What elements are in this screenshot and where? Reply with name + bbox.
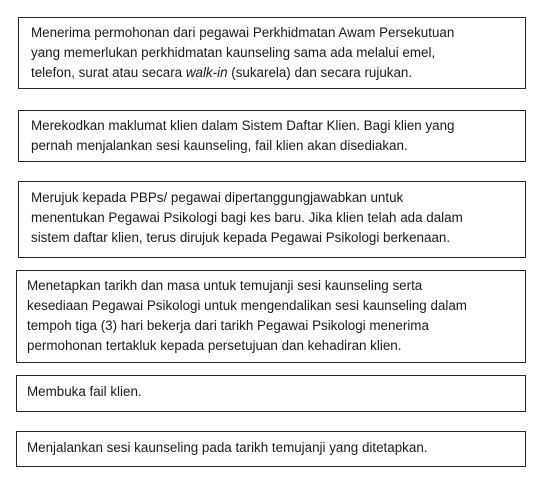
step-box-4 (16, 270, 526, 363)
step-box-5 (16, 375, 526, 412)
step-box-6 (16, 431, 526, 467)
step-box-1 (18, 17, 526, 89)
step-1-line-3 (31, 63, 525, 83)
step-6-line-1: Menjalankan sesi kaunseling pada tarikh temujanji yang ditetapkan. (27, 440, 428, 455)
step-4-line-1: Menetapkan tarikh dan masa untuk temujanji sesi kaunseling serta (27, 278, 423, 293)
step-1-line-2: yang memerlukan perkhidmatan kaunseling sama ada melalui emel, (31, 45, 436, 60)
step-1-italic-term: walk-in (185, 65, 228, 80)
step-3-line-3: sistem daftar klien, terus dirujuk kepada Pegawai Psikologi berkenaan. (31, 230, 451, 245)
step-1-line-1: Menerima permohonan dari pegawai Perkhidmatan Awam Persekutuan (31, 25, 455, 40)
step-2-line-2: pernah menjalankan sesi kaunseling, fail klien akan disediakan. (31, 138, 408, 153)
step-3-line-1: Merujuk kepada PBPs/ pegawai dipertanggungjawabkan untuk (31, 190, 404, 205)
step-1-line-3-text-after: (sukarela) dan secara rujukan. (227, 65, 413, 80)
step-box-2 (18, 110, 526, 162)
step-4-line-3: tempoh tiga (3) hari bekerja dari tarikh Pegawai Psikologi menerima (27, 318, 429, 333)
step-4-line-4: permohonan tertakluk kepada persetujuan dan kehadiran klien. (27, 338, 402, 353)
step-2-line-1: Merekodkan maklumat klien dalam Sistem Daftar Klien. Bagi klien yang (31, 118, 455, 133)
step-5-line-1: Membuka fail klien. (27, 384, 142, 399)
step-box-3 (18, 181, 526, 258)
step-4-line-2: kesediaan Pegawai Psikologi untuk mengendalikan sesi kaunseling dalam (27, 298, 467, 313)
step-1-line-3-text-before: telefon, surat atau secara (31, 65, 186, 80)
step-3-line-2: menentukan Pegawai Psikologi bagi kes baru. Jika klien telah ada dalam (31, 210, 463, 225)
